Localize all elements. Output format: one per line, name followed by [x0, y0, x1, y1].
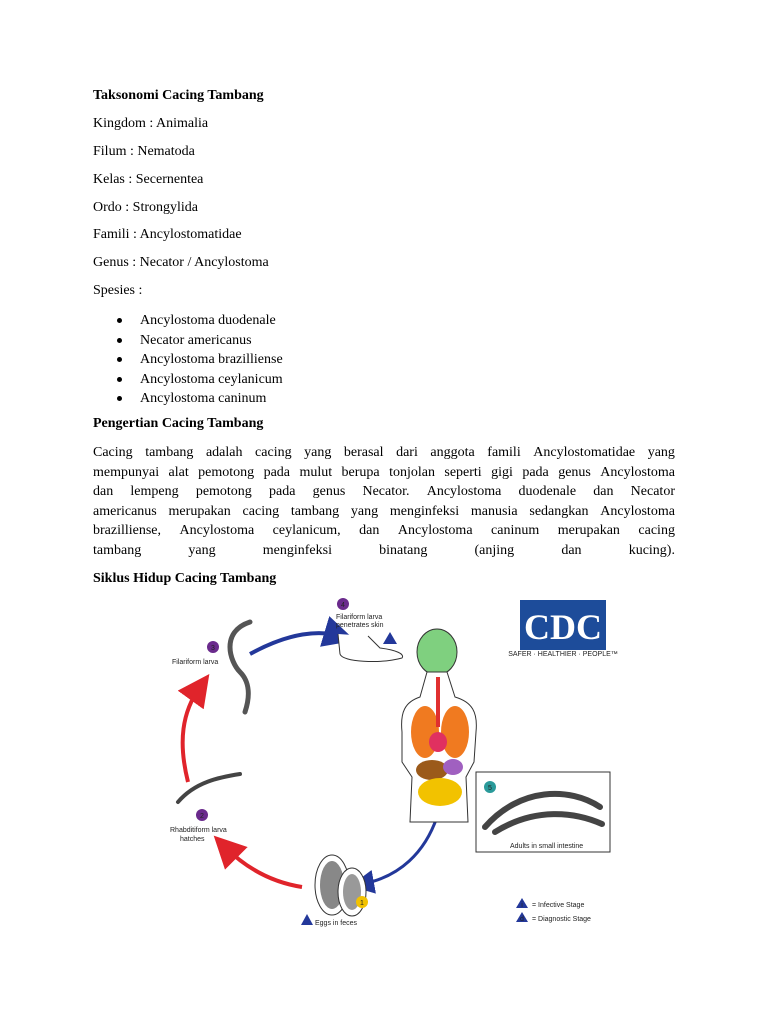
paragraph-word: cacing: [242, 503, 280, 519]
paragraph-word: duodenale: [518, 484, 577, 499]
paragraph-word: caninum: [491, 523, 540, 538]
paragraph-word: tambang: [145, 445, 194, 460]
svg-text:d: d: [520, 916, 524, 923]
svg-text:i: i: [521, 902, 523, 909]
paragraph-line: [93, 521, 675, 541]
genus-line: Genus : Necator / Ancylostoma: [93, 255, 269, 270]
list-item: Ancylostoma caninum: [93, 389, 283, 409]
paragraph-word: brazilliense,: [93, 523, 162, 538]
arrow-1-to-2: [225, 847, 302, 887]
paragraph-word: alat: [168, 464, 189, 480]
paragraph-word: pada: [263, 464, 291, 480]
paragraph-word: yang: [350, 503, 379, 519]
legend-diagnostic-label: = Diagnostic Stage: [532, 916, 591, 923]
stage-3-label: Filariform larva: [172, 659, 219, 666]
arrow-2-to-3: [183, 687, 200, 782]
paragraph-word: Necator.: [362, 484, 410, 499]
paragraph-word: menginfeksi: [262, 542, 332, 558]
paragraph-word: cacing: [638, 523, 675, 538]
paragraph-word: tonjolan: [389, 464, 435, 480]
paragraph-word: pada: [269, 484, 296, 499]
paragraph-word: yang: [304, 445, 332, 460]
stage-4-label-line1: Filariform larva: [336, 614, 383, 621]
spesies-label: Spesies :: [93, 283, 143, 298]
paragraph-word: mulut: [299, 464, 333, 480]
legend-infective-label: = Infective Stage: [532, 902, 585, 909]
paragraph-word: seperti: [444, 464, 482, 480]
paragraph-word: berasal: [343, 445, 384, 460]
paragraph-word: gigi: [491, 464, 513, 480]
arrow-3-to-4: [250, 633, 340, 654]
cdc-logo: [508, 600, 618, 658]
taxonomy-heading: Taksonomi Cacing Tambang: [93, 88, 264, 103]
paragraph-word: menginfeksi: [389, 503, 460, 519]
paragraph-word: tambang: [93, 542, 142, 558]
kelas-line: Kelas : Secernentea: [93, 172, 204, 187]
paragraph-word: dan: [561, 542, 582, 558]
paragraph-word: mempunyai: [93, 464, 160, 480]
paragraph-word: genus: [312, 484, 346, 499]
paragraph-line: [93, 482, 675, 502]
paragraph-word: famili: [487, 445, 521, 460]
stage-2-label-line2: hatches: [180, 836, 205, 843]
definition-heading: Pengertian Cacing Tambang: [93, 416, 264, 431]
definition-paragraph: [93, 443, 675, 560]
paragraph-word: Ancylostomatidae: [533, 445, 636, 460]
paragraph-word: berupa: [341, 464, 380, 480]
paragraph-word: pada: [522, 464, 549, 480]
paragraph-word: adalah: [205, 445, 243, 460]
paragraph-word: kucing).: [628, 542, 675, 558]
lifecycle-legend: [516, 898, 591, 923]
hookworm-lifecycle-diagram: [150, 592, 618, 928]
filum-line: Filum : Nematoda: [93, 144, 195, 159]
paragraph-word: cacing: [255, 445, 292, 460]
svg-text:3: 3: [211, 645, 215, 652]
list-item: Ancylostoma ceylanicum: [93, 370, 283, 390]
paragraph-word: dari: [396, 445, 418, 460]
cdc-logo-tagline: SAFER · HEALTHIER · PEOPLE™: [508, 651, 618, 658]
list-item: Ancylostoma brazilliense: [93, 350, 283, 370]
paragraph-word: manusia: [470, 503, 518, 519]
paragraph-word: Ancylostoma: [600, 503, 675, 519]
paragraph-word: merupakan: [557, 523, 620, 538]
paragraph-word: yang: [188, 542, 216, 558]
paragraph-word: dan: [359, 523, 380, 538]
famili-line: Famili : Ancylostomatidae: [93, 227, 242, 242]
diagnostic-stage-marker-icon: [301, 914, 313, 925]
lifecycle-heading: Siklus Hidup Cacing Tambang: [93, 571, 277, 586]
infective-stage-marker-icon: [383, 632, 397, 644]
svg-text:2: 2: [200, 813, 204, 820]
paragraph-word: Ancylostoma: [600, 464, 675, 480]
paragraph-line: [93, 502, 675, 522]
paragraph-line: [93, 443, 675, 463]
ordo-line: Ordo : Strongylida: [93, 200, 198, 215]
paragraph-word: Ancylostoma: [426, 484, 502, 499]
paragraph-word: lempeng: [130, 484, 179, 499]
paragraph-word: Ancylostoma: [397, 523, 473, 538]
svg-text:1: 1: [360, 900, 364, 907]
paragraph-word: Ancylostoma: [179, 523, 255, 538]
paragraph-word: dan: [593, 484, 614, 499]
paragraph-word: pemotong: [195, 484, 252, 499]
list-item: Necator americanus: [93, 331, 283, 351]
stage-5-label: Adults in small intestine: [510, 843, 584, 850]
paragraph-word: dan: [93, 484, 114, 499]
filariform-larva-illustration: [230, 622, 250, 712]
paragraph-word: genus: [558, 464, 591, 480]
svg-text:4: 4: [341, 602, 345, 609]
paragraph-word: merupakan: [168, 503, 231, 519]
stage-2-label-line1: Rhabditiform larva: [170, 827, 227, 834]
paragraph-line: [93, 541, 675, 561]
paragraph-word: tambang: [290, 503, 340, 519]
species-list: [93, 311, 283, 409]
paragraph-word: yang: [647, 445, 675, 460]
arrow-host-to-1: [362, 817, 437, 884]
paragraph-word: (anjing: [474, 542, 515, 558]
paragraph-word: sedangkan: [529, 503, 589, 519]
cdc-logo-text: CDC: [524, 607, 602, 647]
paragraph-word: Necator: [630, 484, 675, 499]
paragraph-line: [93, 463, 675, 483]
paragraph-word: Cacing: [93, 445, 133, 460]
paragraph-word: binatang: [379, 542, 428, 558]
paragraph-word: anggota: [430, 445, 475, 460]
list-item: Ancylostoma duodenale: [93, 311, 283, 331]
paragraph-word: pemotong: [198, 464, 255, 480]
svg-text:5: 5: [488, 785, 492, 792]
paragraph-word: americanus: [93, 503, 157, 519]
stage-1-label: Eggs in feces: [315, 920, 358, 927]
stage-4-label-line2: penetrates skin: [336, 622, 384, 629]
human-body-illustration: [402, 629, 477, 822]
kingdom-line: Kingdom : Animalia: [93, 116, 209, 131]
paragraph-word: ceylanicum,: [272, 523, 341, 538]
